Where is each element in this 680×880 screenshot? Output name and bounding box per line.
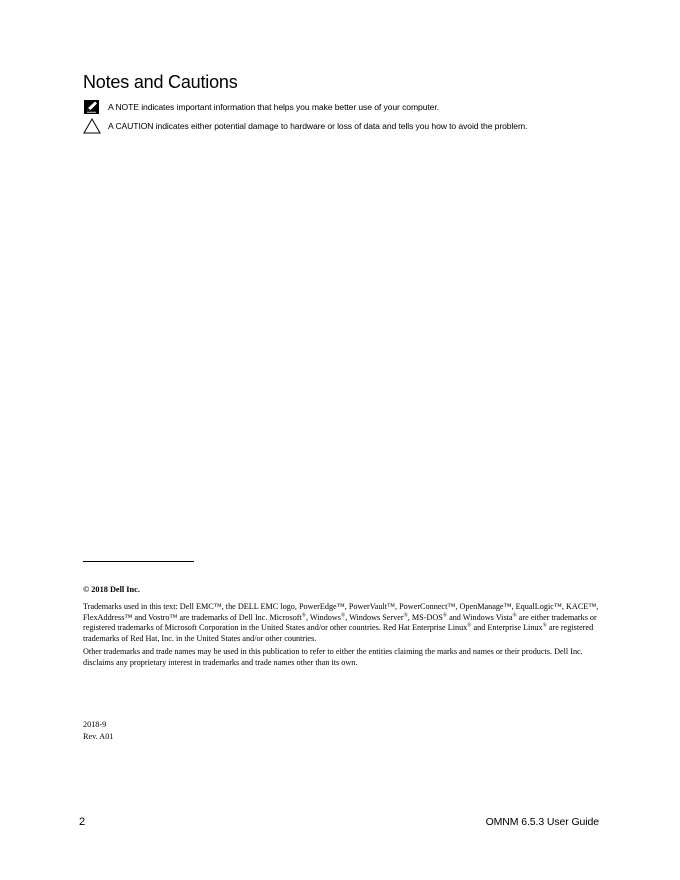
revision-date: 2018-9 [83, 720, 107, 729]
divider [83, 561, 194, 562]
caution-row [83, 118, 527, 134]
page-number: 2 [79, 816, 86, 828]
revision-number: Rev. A01 [83, 732, 114, 741]
note-text: A NOTE indicates important information that helps you make better use of your computer. [108, 102, 439, 112]
copyright: © 2018 Dell Inc. [83, 585, 140, 594]
trademarks-paragraph: Trademarks used in this text: Dell EMC™, the DELL EMC logo, PowerEdge™, PowerVault™, PowerConnect™, OpenManage™, EqualLogic™, KACE™, FlexAddress™ and Vostro™ are trademarks of Dell Inc. Microsoft®, Windows®, Windows Server®, MS-DOS® and Windows Vista® are either trademarks or registered trademarks of Microsoft Corporation in the United States and/or other countries. Red Hat Enterprise Linux® and Enterprise Linux® are registered trademarks of Red Hat, Inc. in the United States and/or other countries. [83, 602, 599, 643]
other-trademarks-paragraph: Other trademarks and trade names may be used in this publication to refer to either the entities claiming the marks and names or their products. Dell Inc. disclaims any proprietary interest in trademarks and trade names other than its own. [83, 647, 583, 667]
caution-text: A CAUTION indicates either potential damage to hardware or loss of data and tells you how to avoid the problem. [108, 121, 528, 131]
document-title: OMNM 6.5.3 User Guide [485, 816, 599, 828]
note-row [83, 99, 439, 115]
caution-triangle-icon [83, 118, 101, 134]
section-title: Notes and Cautions [83, 72, 238, 92]
note-pencil-icon [83, 99, 101, 115]
